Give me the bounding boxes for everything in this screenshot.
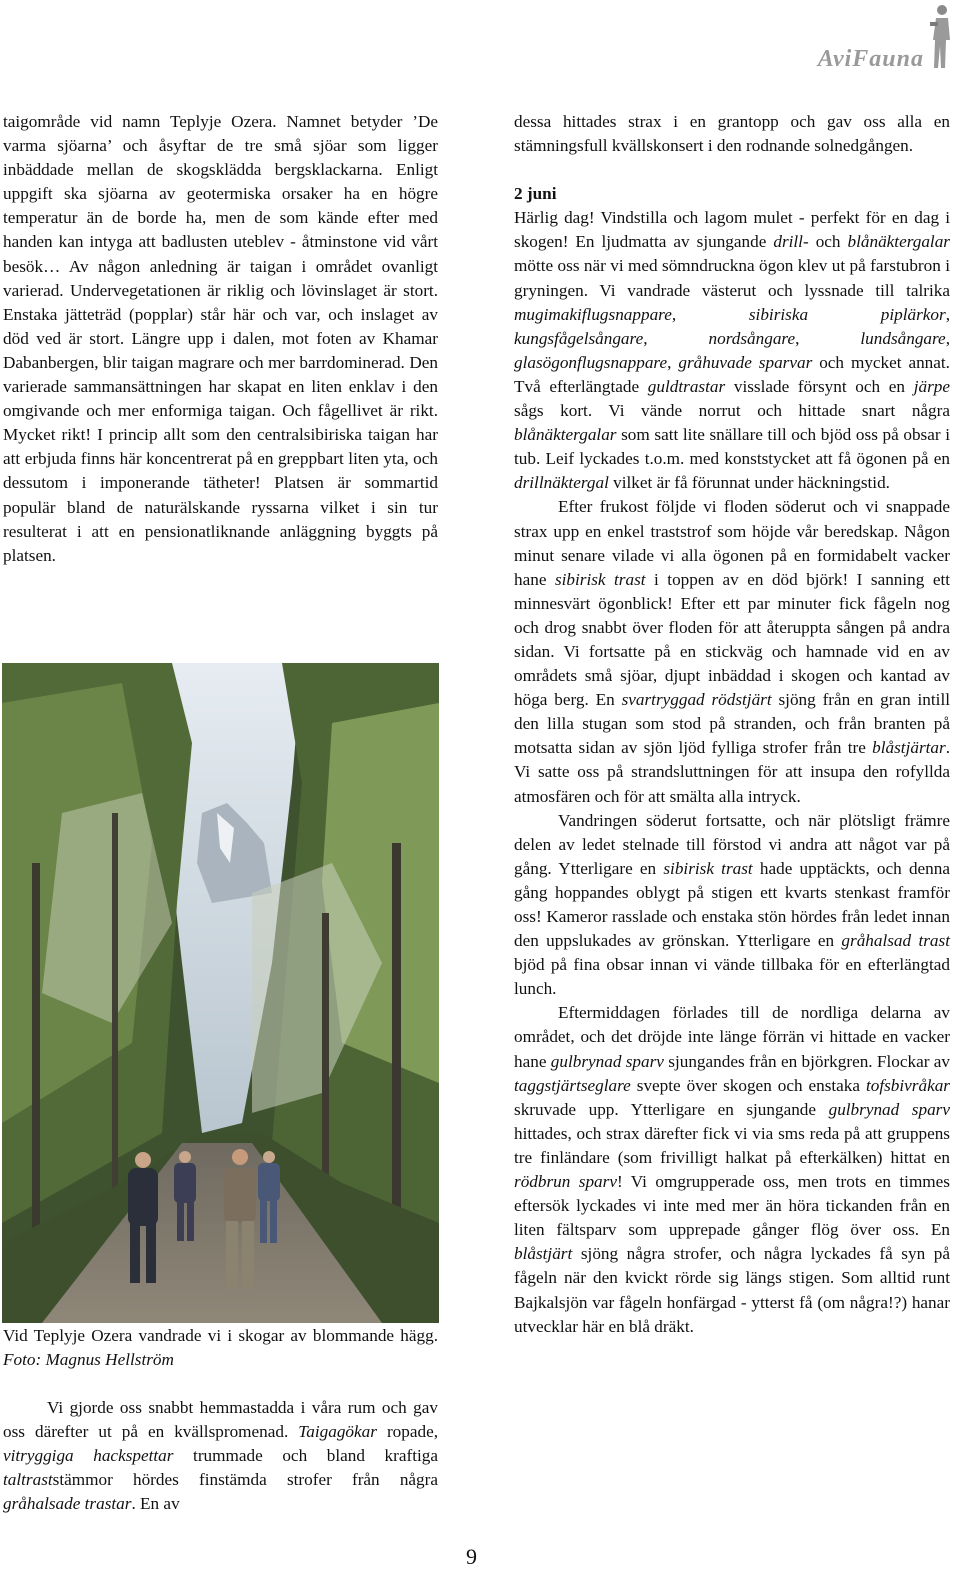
caption-credit: Foto: Magnus Hellström [3,1350,174,1370]
left-bottom-column [3,1396,438,1516]
photo-illustration [2,663,439,1323]
forest-path-photo [2,663,439,1323]
right-column [514,110,950,1339]
spacer [514,158,950,182]
paragraph: Vi gjorde oss snabbt hemmastadda i våra rum och gav oss därefter ut på en kvällspromenad. Taigagökar ropade, vitryggiga hackspettar trummade och bland kraftiga taltraststämmor hördes finstämda strofer från några gråhalsade trastar. En av [3,1398,438,1514]
paragraph: dessa hittades strax i en grantopp och gav oss alla en stämningsfull kvällskonsert i den rodnande solnedgången. [514,112,950,156]
paragraph: Eftermiddagen förlades till de nordliga delarna av området, och det dröjde inte länge förrän vi hittade en vacker hane gulbrynad sparv sjungandes från en björkgren. Flockar av taggstjärtseglare svepte över skogen och enstaka tofsbivråkar skruvade upp. Ytterligare en sjungande gulbrynad sparv hittades, och strax därefter fick vi via sms reda på att gruppens tre finländare (som frivilligt halkat på efterkälken) hittat en rödbrun sparv! Vi omgrupperade oss, men trots en timmes eftersök lyckades vi inte med mer än höra tickanden från en liten fältsparv som upprepade gånger flög över oss. En blåstjärt sjöng några strofer, och några lyckades få syn på fågeln när den kvickt rörde sig längs stigen. Som alltid runt Bajkalsjön var fågeln honfärgad - ytterst få (om några!?) hanar utvecklar här en blå dräkt. [514,1003,950,1336]
date-heading: 2 juni [514,184,557,204]
paragraph: Efter frukost följde vi floden söderut och vi snappade strax upp en enkel traststrof som höjde vår beredskap. Någon minut senare vilade vi alla ögonen på en formidabelt vacker hane sibirisk trast i toppen av en död björk! I sanning ett minnesvärt ögonblick! Efter ett par minuter fick fågeln nog och drog snabbt över floden för att återuppta sången på andra sidan. Vi fortsatte på en stickväg och hamnade vid en av områdets små sjöar, djupt inbäddad i skogen och kantad av höga berg. En svartryggad rödstjärt sjöng från en gran intill den lilla stugan som stod på stranden, och från branten på motsatta sidan av sjön ljöd fylliga strofer från tre blåstjärtar. Vi satte oss på strandsluttningen för att insupa den rofyllda atmosfären och för att smälta alla intryck. [514,497,951,806]
caption-text: Vid Teplyje Ozera vandrade vi i skogar av blommande hägg. [3,1326,438,1345]
page-number: 9 [466,1544,477,1569]
paragraph: Vandringen söderut fortsatte, och när plötsligt främre delen av ledet stelnade till förstod vi andra att något var på gång. Ytterligare en sibirisk trast hade upptäckts, och denna gång hoppandes oblygt på stigen ett kvarts stenkast framför oss! Kameror rasslade och enstaka stön hördes från ledet innan den uppslukades av grönskan. Ytterligare en gråhalsad trast bjöd på fina obsar innan vi vände tillbaka för en efterlängtad lunch. [514,810,950,999]
photo-caption [3,1324,438,1372]
avifauna-logo [764,2,954,74]
birdwatcher-icon [926,2,954,72]
paragraph: Härlig dag! Vindstilla och lagom mulet - perfekt för en dag i skogen! En ljudmatta av sjungande drill- och blånäktergalar mötte oss när vi med sömndruckna ögon klev ut på farstubron i gryningen. Vi vandrade västerut och lyssnade till talrika mugimakiflugsnappare, sibiriska piplärkor, kungsfågelsångare, nordsångare, lundsångare, glasögonflugsnappare, gråhuvade sparvar och mycket annat. Två efterlängtade guldtrastar visslade försynt och en järpe sågs kort. Vi vände norrut och hittade snart några blånäktergalar som satt lite snällare till och bjöd oss på obsar i tub. Leif lyckades t.o.m. med konststycket att få ögonen på en drillnäktergal vilket är få förunnat under häckningstid. [514,208,950,493]
paragraph: taigområde vid namn Teplyje Ozera. Namnet betyder ’De varma sjöarna’ och åsyftar de tre små sjöar som ligger inbäddade mellan de skogsklädda bergsklackarna. Enligt uppgift ska sjöarna av geotermiska orsaker ha en högre temperatur än de borde ha, men de som kände efter med handen kan intyga att badlusten uteblev - åtminstone vid vårt besök… Av någon anledning är taigan i området ovanligt varierad. Undervegetationen är riklig och lövinslaget är stort. Enstaka jätteträd (popplar) står här och var, och inslaget av död ved är stort. Längre upp i dalen, mot foten av Khamar Dabanbergen, blir taigan magrare och mer barrdominerad. Den varierade sammansättningen har skapat en liten enklav i den omgivande och mer enformiga taigan. Och fågellivet är rikt. Mycket rikt! I princip allt som den centralsibiriska taigan har att erbjuda finns här koncentrerat på en greppbart liten yta, och dessutom i imponerande tätheter! Platsen är sommartid populär bland de naturälskande ryssarna vilket i sin tur resulterat i att en pensionatliknande anläggning byggts på platsen. [3,112,438,565]
left-column [3,110,438,568]
logo-text: AviFauna [817,46,924,72]
